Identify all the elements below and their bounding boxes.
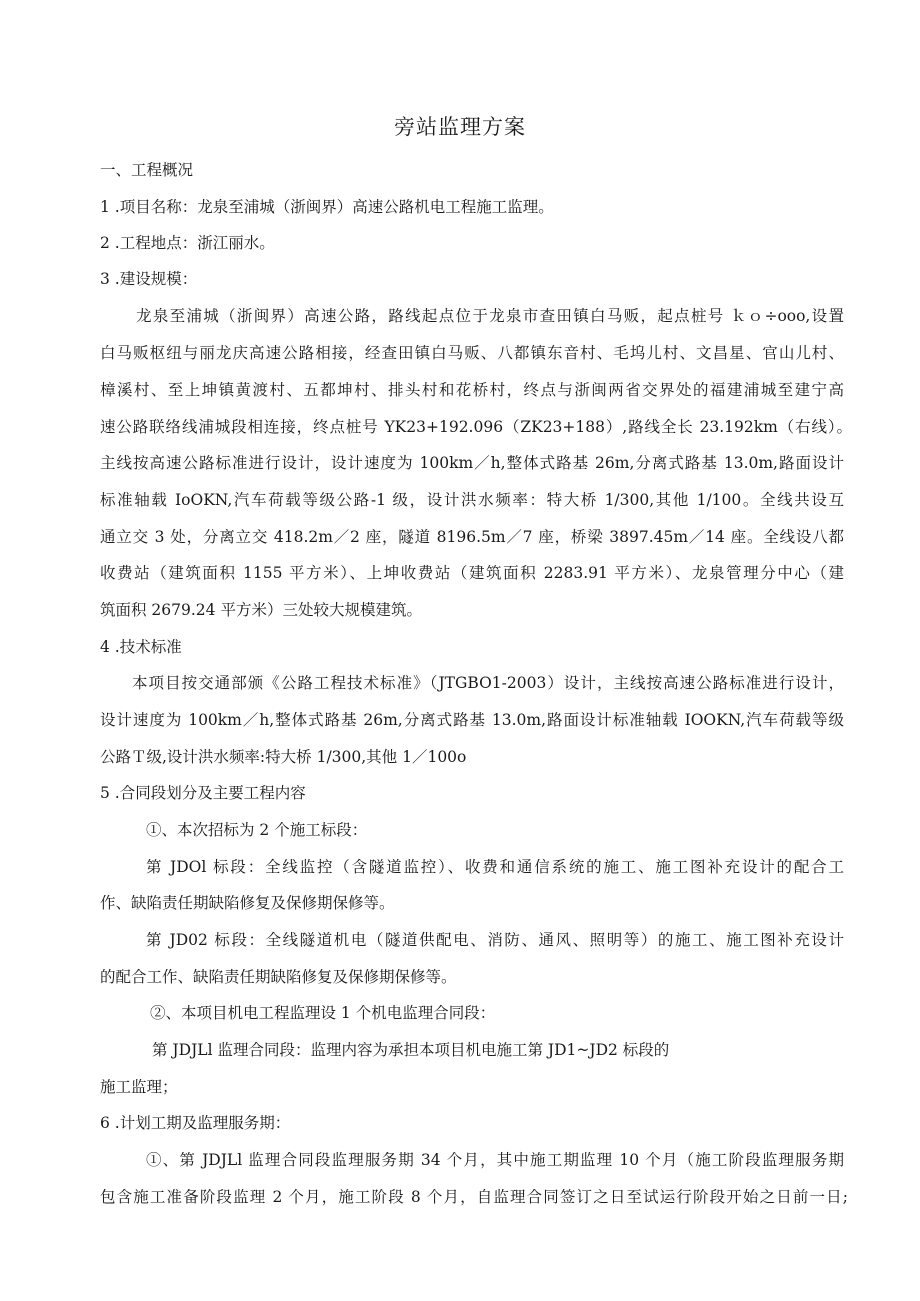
item-schedule: 6 .计划工期及监理服务期： [100,1114,291,1132]
paragraph-line: 公路Ｔ级,设计洪水频率:特大桥 1/300,其他 1／100o [100,748,467,766]
document-title: 旁站监理方案 [394,115,526,139]
paragraph-line: 施工监理； [100,1078,178,1096]
paragraph-line: 标准轴载 IoOKN,汽车荷载等级公路-1 级，设计洪水频率：特大桥 1/300,其他 1/100。全线共设互 [100,491,844,509]
section-heading-overview: 一、工程概况 [100,161,194,179]
item-project-name: 1 .项目名称：龙泉至浦城（浙闽界）高速公路机电工程施工监理。 [100,198,554,216]
item-contract-sections: 5 .合同段划分及主要工程内容 [100,784,306,802]
paragraph-line: 筑面积 2679.24 平方米）三处较大规模建筑。 [100,601,422,619]
paragraph-line: 速公路联络线浦城段相连接，终点桩号 YK23+192.096（ZK23+188）,路线全长 23.192km（右线）。 [100,418,852,436]
paragraph-line: 作、缺陷责任期缺陷修复及保修期保修等。 [100,894,395,912]
paragraph-line: 收费站（建筑面积 1155 平方米）、上坤收费站（建筑面积 2283.91 平方米）、龙泉管理分中心（建 [100,564,844,582]
paragraph-line: 第 JDJLl 监理合同段：监理内容为承担本项目机电施工第 JD1~JD2 标段的 [152,1041,670,1059]
paragraph-line: 主线按高速公路标准进行设计，设计速度为 100km／h,整体式路基 26m,分离式路基 13.0m,路面设计 [100,454,844,472]
item-project-location: 2 .工程地点：浙江丽水。 [100,234,275,252]
sub-item-supervision-section: ②、本项目机电工程监理设 1 个机电监理合同段： [150,1004,496,1022]
paragraph-line: 设计速度为 100km／h,整体式路基 26m,分离式路基 13.0m,路面设计标准轴载 IOOKN,汽车荷载等级 [100,711,844,729]
paragraph-line: 通立交 3 处，分离立交 418.2m／2 座，隧道 8196.5m／7 座，桥梁 3897.45m／14 座。全线设八都 [100,528,844,546]
paragraph-line: 樟溪村、至上坤镇黄渡村、五都坤村、排头村和花桥村，终点与浙闽两省交界处的福建浦城至建宁高 [100,381,844,399]
paragraph-line: 第 JD02 标段：全线隧道机电（隧道供配电、消防、通风、照明等）的施工、施工图补充设计 [146,931,844,949]
paragraph-line: 第 JDOl 标段：全线监控（含隧道监控）、收费和通信系统的施工、施工图补充设计的配合工 [146,858,844,876]
paragraph-line: 的配合工作、缺陷责任期缺陷修复及保修期保修等。 [100,968,457,986]
paragraph-line: 包含施工准备阶段监理 2 个月，施工阶段 8 个月，自监理合同签订之日至试运行阶段开始之日前一日; [100,1188,848,1206]
item-technical-standard: 4 .技术标准 [100,638,182,656]
paragraph-line: ①、第 JDJLl 监理合同段监理服务期 34 个月，其中施工期监理 10 个月（施工阶段监理服务期 [146,1151,844,1169]
paragraph-line: 本项目按交通部颁《公路工程技术标准》（JTGBO1-2003）设计，主线按高速公路标准进行设计， [132,674,844,692]
paragraph-line: 白马贩枢纽与丽龙庆高速公路相接，经查田镇白马贩、八都镇东音村、毛坞儿村、文昌星、官山儿村、 [100,344,844,362]
item-construction-scale: 3 .建设规模： [100,270,198,288]
sub-item-tender-sections: ①、本次招标为 2 个施工标段： [146,821,368,839]
paragraph-line: 龙泉至浦城（浙闽界）高速公路，路线起点位于龙泉市查田镇白马贩，起点桩号 ｋｏ÷ooo,设置 [136,307,844,325]
